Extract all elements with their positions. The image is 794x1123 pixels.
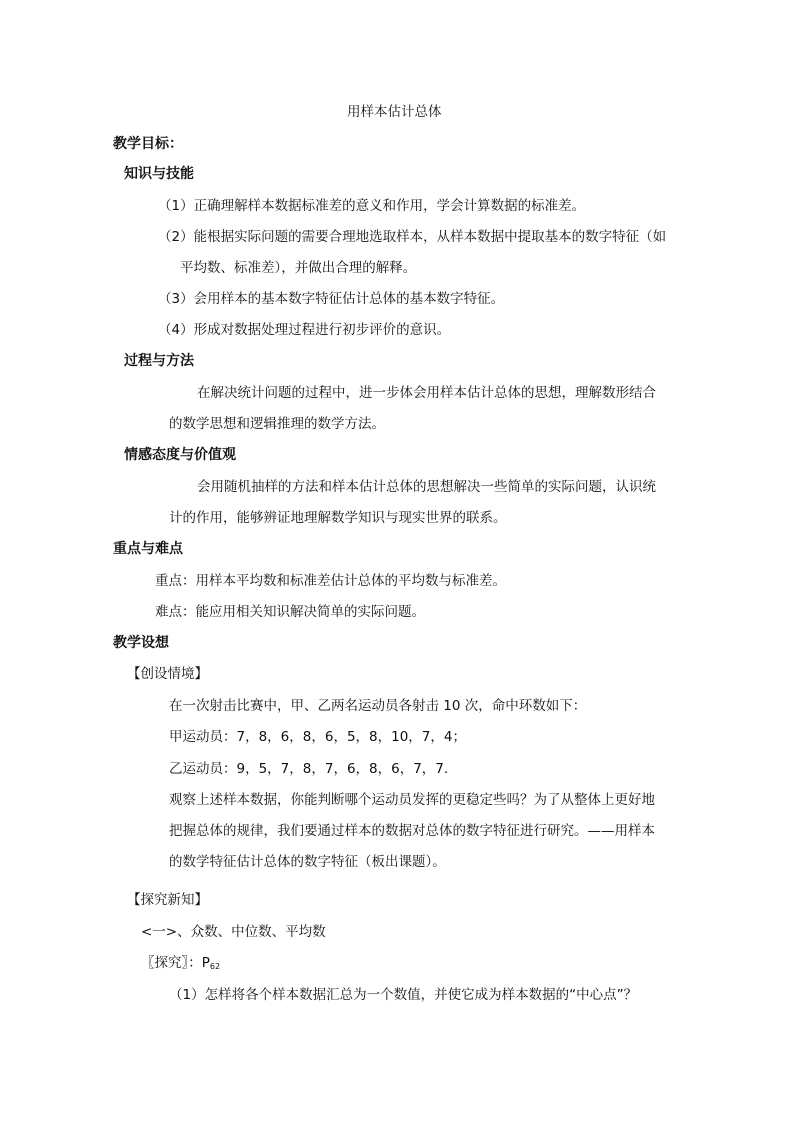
- difficult-point: 难点：能应用相关知识解决简单的实际问题。: [155, 604, 425, 620]
- attitude-line-2: 计的作用，能够辨证地理解数学知识与现实世界的联系。: [169, 510, 507, 526]
- explore-heading: 【探究新知】: [127, 892, 208, 908]
- knowledge-item-2-cont: 平均数、标准差），并做出合理的解释。: [180, 260, 417, 276]
- process-line-1: 在解决统计问题的过程中，进一步体会用样本估计总体的思想，理解数形结合: [197, 385, 656, 401]
- keypoints-heading: 重点与难点: [113, 541, 183, 557]
- scenario-line-3: 乙运动员：9，5，7，8，7，6，8，6，7，7.: [169, 761, 449, 777]
- scenario-line-4: 观察上述样本数据，你能判断哪个运动员发挥的更稳定些吗？为了从整体上更好地: [169, 792, 655, 808]
- process-heading: 过程与方法: [124, 353, 194, 369]
- scenario-line-2: 甲运动员：7，8，6，8，6，5，8，10，7，4；: [169, 729, 466, 745]
- knowledge-item-2: （2）能根据实际问题的需要合理地选取样本，从样本数据中提取基本的数字特征（如: [158, 229, 667, 245]
- knowledge-heading: 知识与技能: [124, 166, 194, 182]
- page-title: 用样本估计总体: [347, 104, 442, 120]
- explore-label-text: 〖探究〗：P: [141, 955, 210, 971]
- scenario-line-1: 在一次射击比赛中，甲、乙两名运动员各射击 10 次，命中环数如下：: [169, 698, 587, 714]
- knowledge-item-3: （3）会用样本的基本数字特征估计总体的基本数字特征。: [158, 291, 505, 307]
- attitude-line-1: 会用随机抽样的方法和样本估计总体的思想解决一些简单的实际问题，认识统: [197, 479, 656, 495]
- explore-subheading: <一>、众数、中位数、平均数: [141, 924, 326, 940]
- explore-question: （1）怎样将各个样本数据汇总为一个数值，并使它成为样本数据的“中心点”？: [169, 987, 638, 1003]
- design-heading: 教学设想: [113, 635, 169, 651]
- knowledge-item-1: （1）正确理解样本数据标准差的意义和作用，学会计算数据的标准差。: [158, 198, 586, 214]
- attitude-heading: 情感态度与价值观: [124, 447, 236, 463]
- key-point: 重点：用样本平均数和标准差估计总体的平均数与标准差。: [155, 573, 506, 589]
- scenario-heading: 【创设情境】: [127, 666, 208, 682]
- knowledge-item-4: （4）形成对数据处理过程进行初步评价的意识。: [158, 322, 451, 338]
- explore-label-subscript: 62: [209, 962, 221, 971]
- objectives-heading: 教学目标：: [113, 136, 183, 152]
- scenario-line-6: 的数学特征估计总体的数字特征（板出课题）。: [169, 854, 446, 870]
- process-line-2: 的数学思想和逻辑推理的数学方法。: [169, 416, 385, 432]
- scenario-line-5: 把握总体的规律，我们要通过样本的数据对总体的数字特征进行研究。——用样本: [169, 823, 655, 839]
- explore-label: [141, 954, 220, 976]
